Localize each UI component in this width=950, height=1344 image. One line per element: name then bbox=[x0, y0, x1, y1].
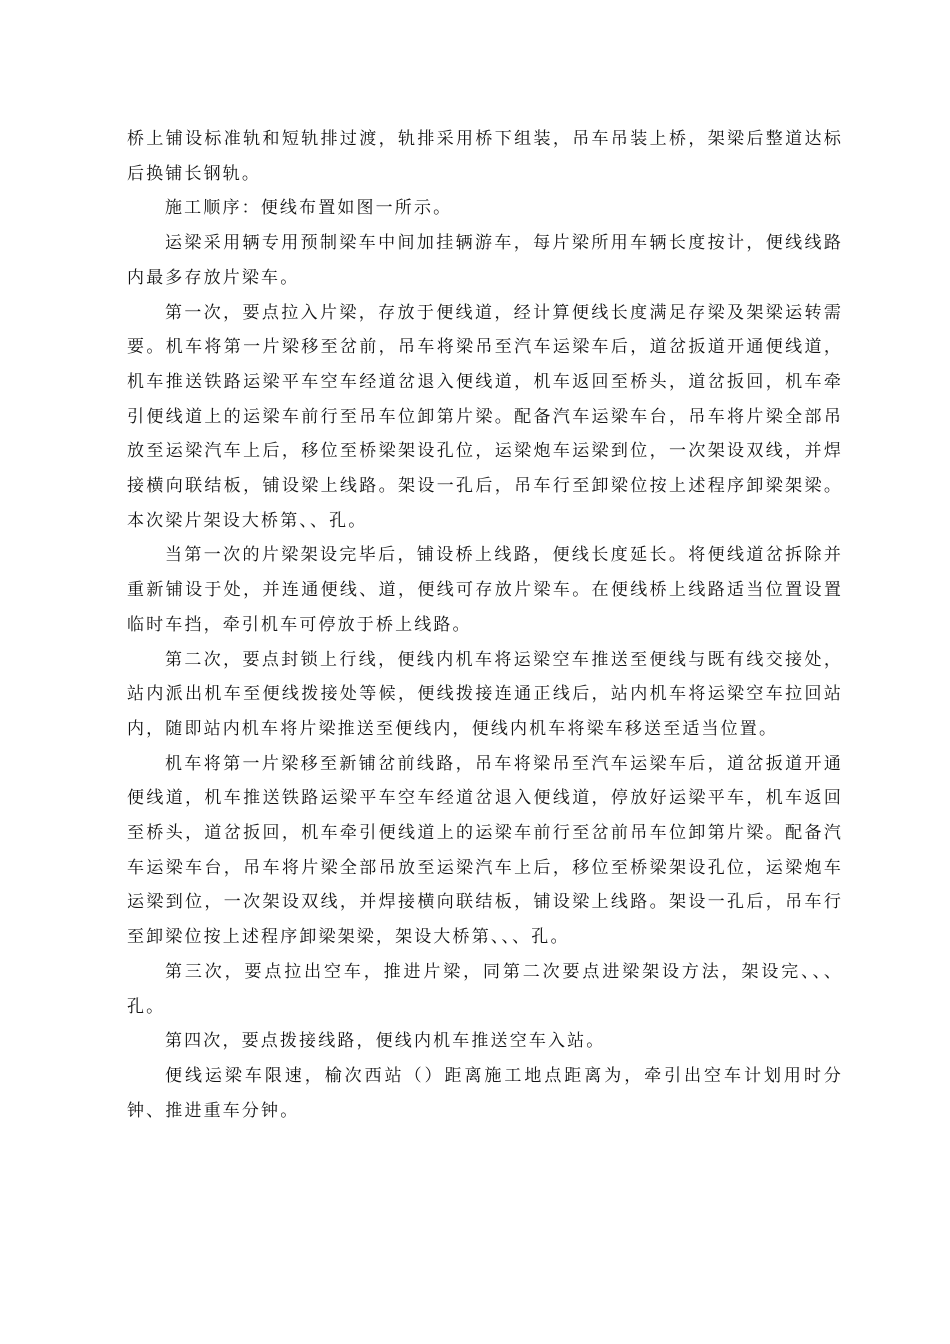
document-body bbox=[127, 122, 843, 1128]
paragraph-5: 当第一次的片梁架设完毕后，铺设桥上线路，便线长度延长。将便线道岔拆除并重新铺设于处，并连通便线、道，便线可存放片梁车。在便线桥上线路适当位置设置临时车挡，牵引机车可停放于桥上线路。 bbox=[127, 545, 843, 635]
paragraph-10: 便线运梁车限速，榆次西站（）距离施工地点距离为，牵引出空车计划用时分钟、推进重车分钟。 bbox=[127, 1065, 843, 1121]
paragraph-3: 运梁采用辆专用预制梁车中间加挂辆游车，每片梁所用车辆长度按计，便线线路内最多存放片梁车。 bbox=[127, 233, 843, 288]
paragraph-6: 第二次，要点封锁上行线，便线内机车将运梁空车推送至便线与既有线交接处，站内派出机车至便线拨接处等候，便线拨接连通正线后，站内机车将运梁空车拉回站内，随即站内机车将片梁推送至便线内，便线内机车将梁车移送至适当位置。 bbox=[127, 649, 843, 739]
paragraph-4: 第一次，要点拉入片梁，存放于便线道，经计算便线长度满足存梁及架梁运转需要。机车将第一片梁移至岔前，吊车将梁吊至汽车运梁车后，道岔扳道开通便线道，机车推送铁路运梁平车空车经道岔退入便线道，机车返回至桥头，道岔扳回，机车牵引便线道上的运梁车前行至吊车位卸第片梁。配备汽车运梁车台，吊车将片梁全部吊放至运梁汽车上后，移位至桥梁架设孔位，运梁炮车运梁到位，一次架设双线，并焊接横向联结板，铺设梁上线路。架设一孔后，吊车行至卸梁位按上述程序卸梁架梁。本次梁片架设大桥第、、孔。 bbox=[127, 302, 843, 531]
paragraph-8: 第三次，要点拉出空车，推进片梁，同第二次要点进梁架设方法，架设完、、、孔。 bbox=[127, 961, 843, 1017]
paragraph-9: 第四次，要点拨接线路，便线内机车推送空车入站。 bbox=[165, 1031, 606, 1052]
paragraph-1: 桥上铺设标准轨和短轨排过渡，轨排采用桥下组装，吊车吊装上桥，架梁后整道达标后换铺长钢轨。 bbox=[127, 129, 843, 184]
paragraph-2: 施工顺序：便线布置如图一所示。 bbox=[165, 198, 453, 219]
paragraph-7: 机车将第一片梁移至新铺岔前线路，吊车将梁吊至汽车运梁车后，道岔扳道开通便线道，机车推送铁路运梁平车空车经道岔退入便线道，停放好运梁平车，机车返回至桥头，道岔扳回，机车牵引便线道上的运梁车前行至岔前吊车位卸第片梁。配备汽车运梁车台，吊车将片梁全部吊放至运梁汽车上后，移位至桥梁架设孔位，运梁炮车运梁到位，一次架设双线，并焊接横向联结板，铺设梁上线路。架设一孔后，吊车行至卸梁位按上述程序卸梁架梁，架设大桥第、、、孔。 bbox=[127, 753, 843, 948]
